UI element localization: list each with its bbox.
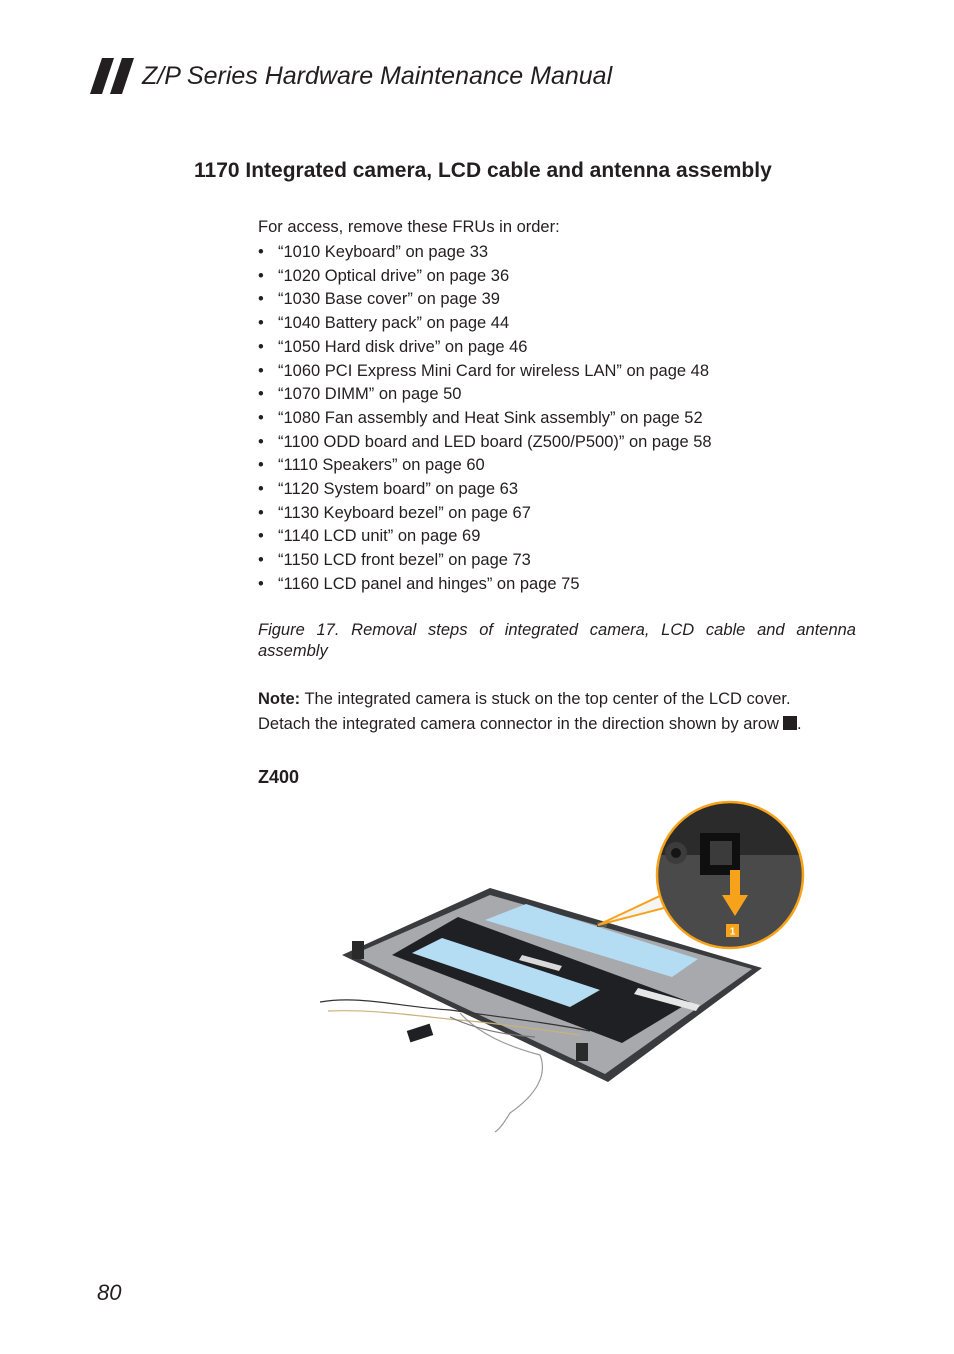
model-heading: Z400	[258, 767, 300, 787]
list-item: • “1160 LCD panel and hinges” on page 75	[258, 574, 580, 593]
access-section	[258, 216, 856, 597]
list-item: • “1050 Hard disk drive” on page 46	[258, 337, 528, 356]
note-line-1: Note: The integrated camera is stuck on the top center of the LCD cover.	[258, 690, 791, 708]
access-intro: For access, remove these FRUs in order:	[258, 218, 560, 236]
list-item: • “1060 PCI Express Mini Card for wireless LAN” on page 48	[258, 361, 710, 380]
fru-list	[258, 241, 856, 597]
list-item: • “1080 Fan assembly and Heat Sink assembly” on page 52	[258, 408, 703, 427]
list-item: • “1010 Keyboard” on page 33	[258, 243, 489, 261]
zoom-detail	[657, 802, 803, 948]
list-item: • “1140 LCD unit” on page 69	[258, 527, 481, 546]
list-item: • “1120 System board” on page 63	[258, 480, 519, 499]
list-item: • “1070 DIMM” on page 50	[258, 385, 462, 404]
double-slash-logo-icon	[90, 58, 136, 94]
list-item: • “1130 Keyboard bezel” on page 67	[258, 503, 531, 522]
list-item: • “1150 LCD front bezel” on page 73	[258, 551, 531, 570]
note-line-2: Detach the integrated camera connector in the direction shown by arow .	[258, 715, 802, 733]
list-item: • “1100 ODD board and LED board (Z500/P500)” on page 58	[258, 432, 712, 451]
callout-leader	[598, 895, 668, 925]
manual-title: Z/P Series Hardware Maintenance Manual	[142, 62, 613, 90]
list-item: • “1110 Speakers” on page 60	[258, 456, 485, 475]
callout-marker-icon	[783, 716, 797, 730]
lcd-cover-illustration	[300, 795, 820, 1140]
note-label: Note:	[258, 690, 301, 708]
note	[258, 687, 878, 737]
section-title: 1170 Integrated camera, LCD cable and antenna assembly	[194, 159, 772, 182]
camera-connector	[407, 1024, 434, 1043]
list-item: • “1020 Optical drive” on page 36	[258, 266, 510, 285]
list-item: • “1040 Battery pack” on page 44	[258, 314, 510, 333]
figure-caption: Figure 17. Removal steps of integrated camera, LCD cable and antenna assembly	[258, 621, 856, 660]
page-number: 80	[97, 1280, 122, 1305]
callout-number: 1	[729, 926, 736, 938]
list-item: • “1030 Base cover” on page 39	[258, 290, 500, 309]
